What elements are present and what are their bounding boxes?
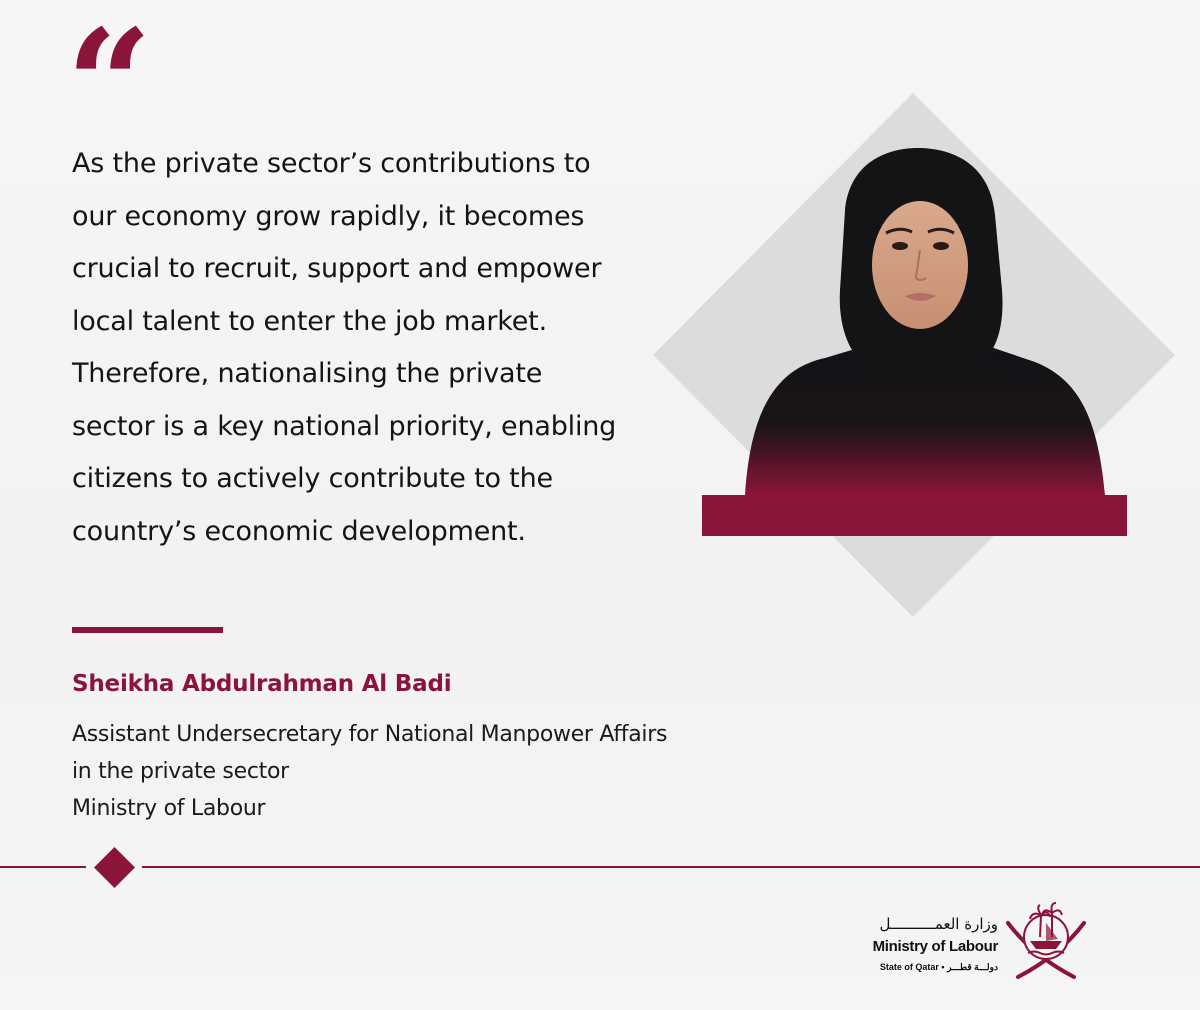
quote-text (72, 138, 672, 558)
portrait-banner (702, 495, 1127, 536)
speaker-portrait (650, 90, 1180, 620)
logo-english-name: Ministry of Labour (872, 938, 998, 955)
quote-line: Therefore, nationalising the private (72, 358, 543, 389)
quote-line: country’s economic development. (72, 515, 526, 547)
speaker-title-line: Assistant Undersecretary for National Manpower Affairs (72, 722, 668, 747)
speaker-organization: Ministry of Labour (72, 796, 266, 821)
speaker-name: Sheikha Abdulrahman Al Badi (72, 671, 452, 697)
quotation-mark-icon: “ (66, 0, 147, 173)
quote-line: As the private sector’s contributions to (72, 148, 591, 179)
footer-rule (0, 866, 1200, 868)
quote-line: our economy grow rapidly, it becomes (72, 200, 585, 232)
quote-line: citizens to actively contribute to the (72, 463, 553, 494)
qatar-emblem-icon (1002, 895, 1090, 985)
accent-divider (72, 627, 223, 633)
quote-line: local talent to enter the job market. (72, 305, 547, 337)
speaker-title (72, 716, 667, 827)
quote-line: crucial to recruit, support and empower (72, 253, 602, 284)
quote-line: sector is a key national priority, enabling (72, 410, 617, 442)
ministry-logo (860, 895, 1100, 985)
logo-arabic-name: وزارة العمــــــــــل (879, 915, 998, 933)
speaker-title-line: in the private sector (72, 759, 289, 784)
logo-state-name: State of Qatar • دولـــة قطـــر (879, 962, 998, 972)
figure-face (872, 201, 968, 329)
